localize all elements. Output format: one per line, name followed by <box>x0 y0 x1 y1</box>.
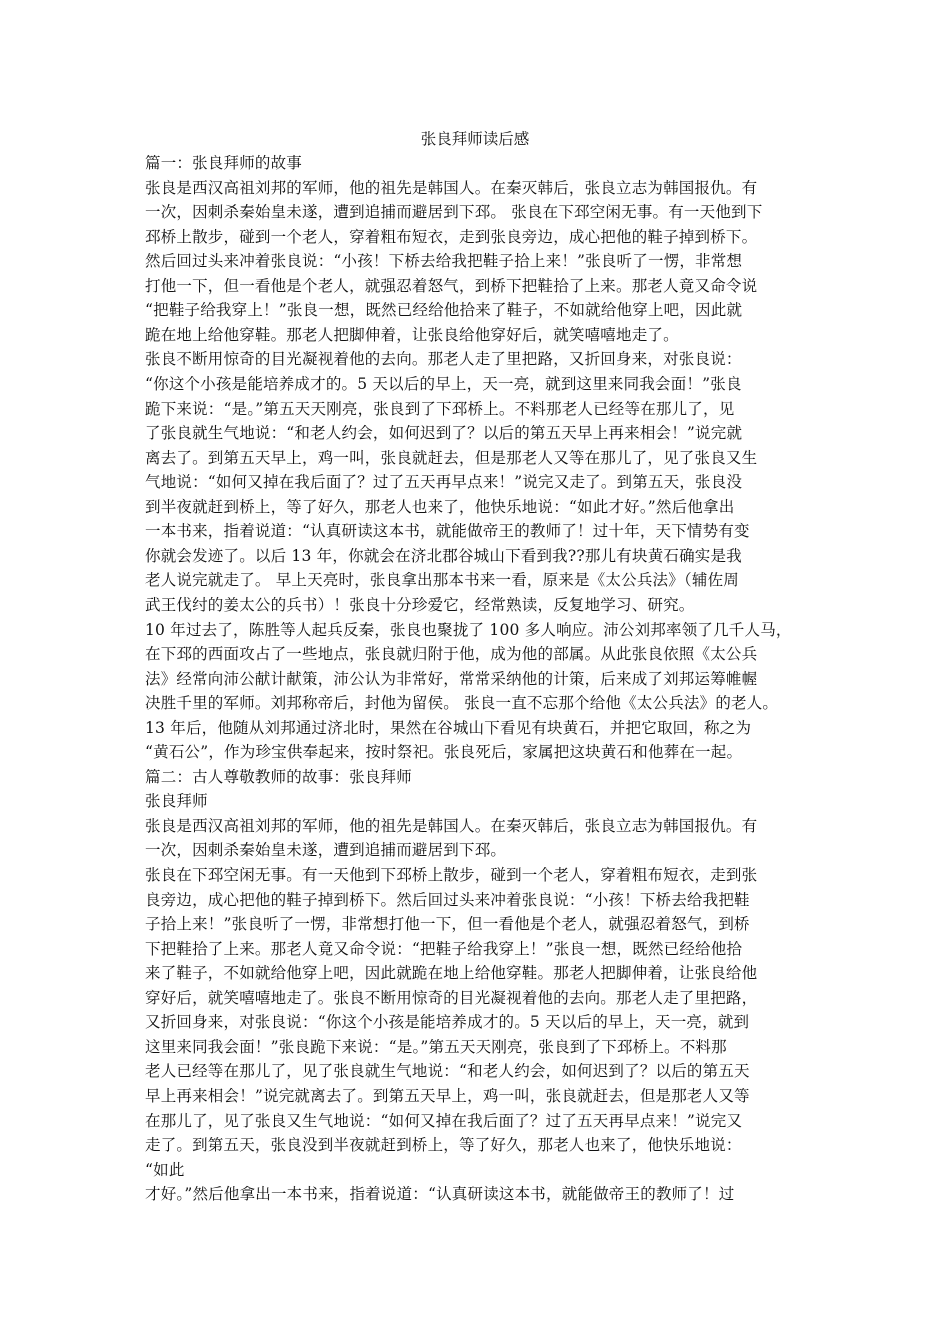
text-line: 穿好后，就笑嘻嘻地走了。张良不断用惊奇的目光凝视着他的去向。那老人走了里把路， <box>145 988 758 1007</box>
text-line: 你就会发迹了。以后 13 年，你就会在济北郡谷城山下看到我??那儿有块黄石确实是我 <box>145 546 742 565</box>
text-line: 武王伐纣的姜太公的兵书）！张良十分珍爱它，经常熟读，反复地学习、研究。 <box>145 595 695 614</box>
text-line: 了张良就生气地说：“和老人约会，如何迟到了？以后的第五天早上再来相会！”说完就 <box>145 424 743 443</box>
text-line: 10 年过去了，陈胜等人起兵反秦，张良也聚拢了 100 多人响应。沛公刘邦率领了几千人马， <box>145 620 792 639</box>
text-line: 张良在下邳空闲无事。有一天他到下邳桥上散步，碰到一个老人，穿着粗布短衣，走到张 <box>145 866 758 884</box>
text-line: 气地说：“如何又掉在我后面了？过了五天再早点来！”说完又走了。到第五天，张良没 <box>145 473 743 492</box>
text-line: 这里来同我会面！”张良跪下来说：“是。”第五天天刚亮，张良到了下邳桥上。不料那 <box>145 1037 727 1056</box>
text-line: 才好。”然后他拿出一本书来，指着说道：“认真研读这本书，就能做帝王的教师了！过 <box>145 1185 735 1204</box>
text-line: 法》经常向沛公献计献策，沛公认为非常好，常常采纳他的计策，后来成了刘邦运筹帷幄 <box>145 669 758 688</box>
text-line: “把鞋子给我穿上！”张良一想，既然已经给他拾来了鞋子，不如就给他穿上吧，因此就 <box>145 301 743 320</box>
text-line: 跪下来说：“是。”第五天天刚亮，张良到了下邳桥上。不料那老人已经等在那儿了，见 <box>145 399 735 418</box>
text-line: 一次，因刺杀秦始皇未遂，遭到追捕而避居到下邳。 张良在下邳空闲无事。有一天他到下 <box>145 203 763 222</box>
text-line: 篇二：古人尊敬教师的故事：张良拜师 <box>145 767 412 786</box>
text-line: 来了鞋子，不如就给他穿上吧，因此就跪在地上给他穿鞋。那老人把脚伸着，让张良给他 <box>145 964 758 983</box>
text-line: 下把鞋拾了上来。那老人竟又命令说：“把鞋子给我穿上！”张良一想，既然已经给他拾 <box>145 939 743 958</box>
text-line: 到半夜就赶到桥上，等了好久，那老人也来了，他快乐地说：“如此才好。”然后他拿出 <box>145 497 735 516</box>
text-line: 在下邳的西面攻占了一些地点，张良就归附于他，成为他的部属。从此张良依照《太公兵 <box>145 645 758 663</box>
text-line: 打他一下，但一看他是个老人，就强忍着怒气，到桥下把鞋拾了上来。那老人竟又命令说 <box>145 276 758 295</box>
text-line: 邳桥上散步，碰到一个老人，穿着粗布短衣，走到张良旁边，成心把他的鞋子掉到桥下。 <box>145 227 758 246</box>
text-line: 张良是西汉高祖刘邦的军师，他的祖先是韩国人。在秦灭韩后，张良立志为韩国报仇。有 <box>145 816 758 835</box>
text-line: 又折回身来，对张良说：“你这个小孩是能培养成才的。5 天以后的早上，天一亮，就到 <box>145 1013 750 1032</box>
text-line: 老人说完就走了。 早上天亮时，张良拿出那本书来一看，原来是《太公兵法》（辅佐周 <box>145 571 739 590</box>
text-line: “你这个小孩是能培养成才的。5 天以后的早上，天一亮，就到这里来同我会面！”张良 <box>145 375 742 393</box>
text-line: 走了。到第五天，张良没到半夜就赶到桥上，等了好久，那老人也来了，他快乐地说： <box>145 1136 742 1154</box>
text-line: “黄石公”，作为珍宝供奉起来，按时祭祀。张良死后，家属把这块黄石和他葬在一起。 <box>145 743 743 762</box>
text-line: 离去了。到第五天早上，鸡一叫，张良就赶去，但是那老人又等在那儿了，见了张良又生 <box>145 448 758 467</box>
text-line: 在那儿了，见了张良又生气地说：“如何又掉在我后面了？过了五天再早点来！”说完又 <box>145 1111 743 1130</box>
text-line: 一本书来，指着说道：“认真研读这本书，就能做帝王的教师了！过十年，天下情势有变 <box>145 522 750 541</box>
text-line: “如此 <box>145 1160 185 1179</box>
text-line: 13 年后，他随从刘邦通过济北时，果然在谷城山下看见有块黄石，并把它取回，称之为 <box>145 718 752 737</box>
text-line: 一次，因刺杀秦始皇未遂，遭到追捕而避居到下邳。 <box>145 841 507 860</box>
text-line: 然后回过头来冲着张良说：“小孩！下桥去给我把鞋子拾上来！”张良听了一愣，非常想 <box>145 252 743 271</box>
text-line: 决胜千里的军师。刘邦称帝后，封他为留侯。 张良一直不忘那个给他《太公兵法》的老人。 <box>145 694 779 713</box>
text-line: 老人已经等在那儿了，见了张良就生气地说：“和老人约会，如何迟到了？以后的第五天 <box>145 1062 750 1081</box>
text-line: 张良是西汉高祖刘邦的军师，他的祖先是韩国人。在秦灭韩后，张良立志为韩国报仇。有 <box>145 178 758 197</box>
text-line: 张良拜师 <box>145 792 208 811</box>
text-line: 子拾上来！”张良听了一愣，非常想打他一下，但一看他是个老人，就强忍着怒气，到桥 <box>145 915 750 934</box>
text-line: 张良不断用惊奇的目光凝视着他的去向。那老人走了里把路，又折回身来，对张良说： <box>145 350 742 369</box>
document-title: 张良拜师读后感 <box>420 130 530 148</box>
text-line: 篇一：张良拜师的故事 <box>145 154 303 172</box>
text-line: 良旁边，成心把他的鞋子掉到桥下。然后回过头来冲着张良说：“小孩！下桥去给我把鞋 <box>145 890 750 909</box>
text-line: 早上再来相会！”说完就离去了。到第五天早上，鸡一叫，张良就赶去，但是那老人又等 <box>145 1086 750 1105</box>
text-line: 跪在地上给他穿鞋。那老人把脚伸着，让张良给他穿好后，就笑嘻嘻地走了。 <box>145 325 679 344</box>
